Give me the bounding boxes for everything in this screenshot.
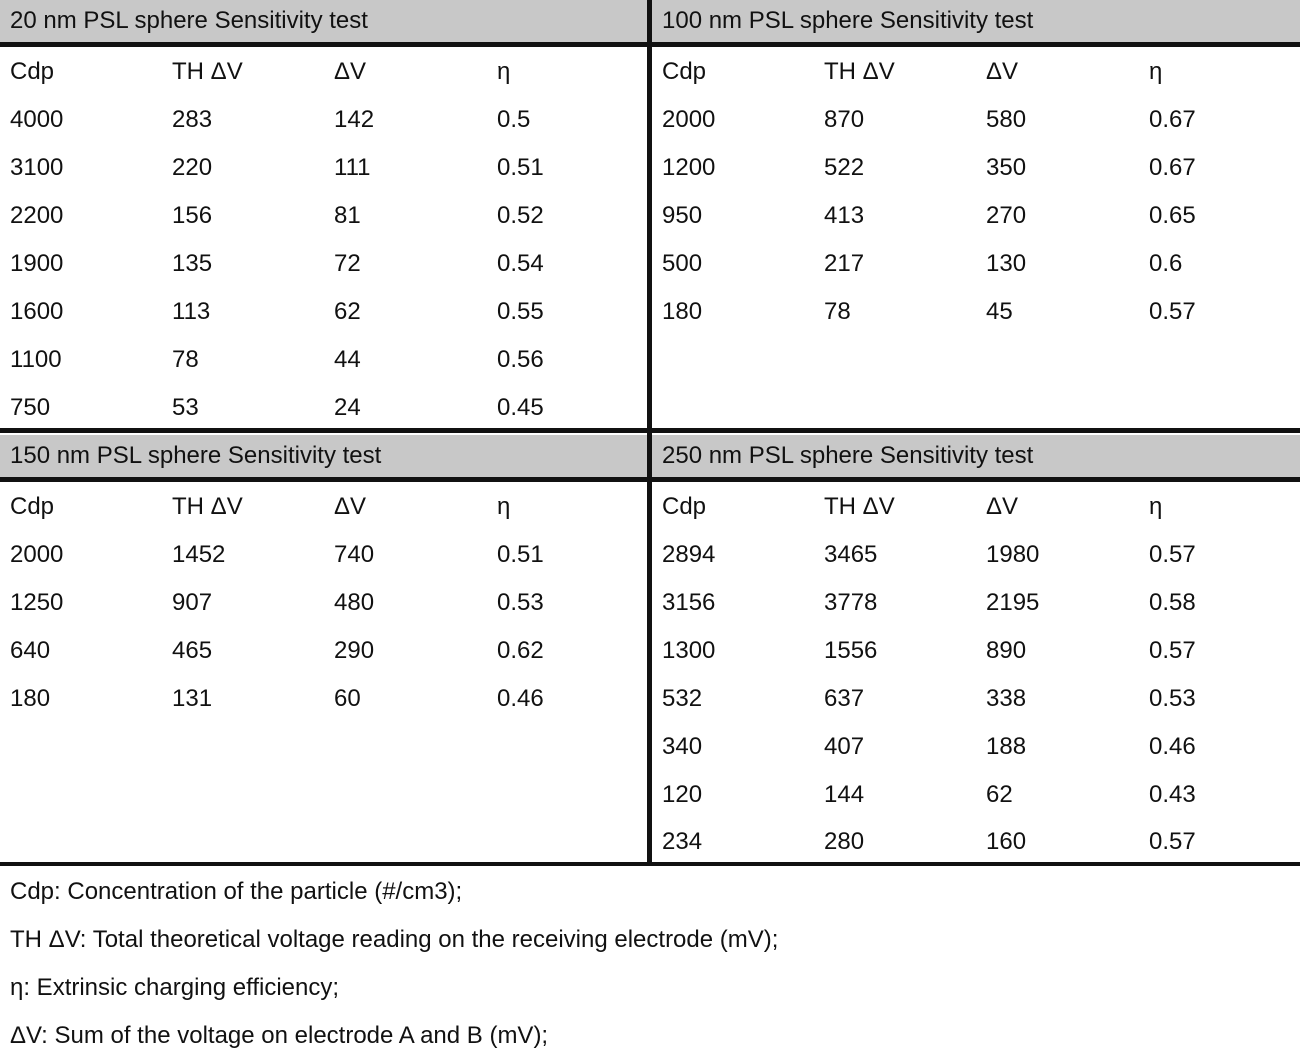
table-cell: 280 [824, 828, 865, 855]
table-cell: 81 [334, 202, 361, 229]
column-divider [647, 0, 652, 866]
table-cell: 3156 [662, 589, 716, 616]
table-cell: 217 [824, 250, 865, 277]
table-cell: 0.53 [1149, 685, 1196, 712]
table-250nm [652, 435, 1300, 865]
table-cell: 4000 [10, 106, 64, 133]
table-cell: 532 [662, 685, 703, 712]
table-cell: 350 [986, 154, 1027, 181]
table-cell: 78 [172, 346, 199, 373]
table-cell: 500 [662, 250, 703, 277]
table-cell: 78 [824, 298, 851, 325]
column-header: ΔV [334, 493, 367, 520]
table-cell: 283 [172, 106, 213, 133]
table-cell: 0.54 [497, 250, 544, 277]
table-cell: 113 [172, 298, 211, 325]
table-cell: 0.51 [497, 154, 544, 181]
column-header: ΔV [986, 58, 1019, 85]
legend-note: TH ΔV: Total theoretical voltage reading on the receiving electrode (mV); [10, 926, 779, 953]
table-cell: 0.46 [1149, 733, 1196, 760]
legend-note: ΔV: Sum of the voltage on electrode A and B (mV); [10, 1022, 549, 1049]
table-cell: 1300 [662, 637, 716, 664]
table-cell: 407 [824, 733, 865, 760]
table-cell: 0.6 [1149, 250, 1183, 277]
table-cell: 3778 [824, 589, 878, 616]
column-header: Cdp [662, 493, 707, 520]
table-cell: 580 [986, 106, 1027, 133]
table-cell: 338 [986, 685, 1027, 712]
table-cell: 1452 [172, 541, 226, 568]
table-cell: 62 [334, 298, 361, 325]
table-cell: 0.62 [497, 637, 544, 664]
table-cell: 1250 [10, 589, 64, 616]
column-header: TH ΔV [824, 58, 895, 85]
table-cell: 1100 [10, 346, 62, 373]
table-cell: 111 [334, 154, 371, 181]
table-cell: 131 [172, 685, 213, 712]
table-cell: 156 [172, 202, 213, 229]
column-header: ΔV [986, 493, 1019, 520]
table-cell: 234 [662, 828, 703, 855]
table-cell: 62 [986, 781, 1013, 808]
table-title: 250 nm PSL sphere Sensitivity test [652, 435, 1300, 477]
table-cell: 2000 [662, 106, 716, 133]
table-cell: 640 [10, 637, 51, 664]
table-cell: 1200 [662, 154, 716, 181]
table-cell: 480 [334, 589, 375, 616]
column-header: η [1149, 58, 1163, 85]
column-header: η [497, 58, 511, 85]
table-cell: 60 [334, 685, 361, 712]
table-cell: 890 [986, 637, 1027, 664]
table-cell: 53 [172, 394, 199, 421]
table-cell: 413 [824, 202, 865, 229]
table-cell: 750 [10, 394, 51, 421]
column-header: η [497, 493, 511, 520]
table-cell: 44 [334, 346, 361, 373]
table-cell: 870 [824, 106, 865, 133]
table-cell: 0.45 [497, 394, 544, 421]
table-cell: 340 [662, 733, 703, 760]
table-cell: 0.52 [497, 202, 544, 229]
table-cell: 0.57 [1149, 828, 1196, 855]
table-cell: 522 [824, 154, 865, 181]
table-cell: 72 [334, 250, 361, 277]
table-cell: 3100 [10, 154, 64, 181]
column-header: TH ΔV [172, 493, 243, 520]
table-cell: 144 [824, 781, 865, 808]
table-cell: 637 [824, 685, 865, 712]
table-title: 150 nm PSL sphere Sensitivity test [0, 435, 648, 477]
table-cell: 160 [986, 828, 1027, 855]
table-cell: 130 [986, 250, 1027, 277]
table-cell: 0.57 [1149, 637, 1196, 664]
table-cell: 142 [334, 106, 375, 133]
legend-note: Cdp: Concentration of the particle (#/cm3); [10, 878, 463, 905]
table-cell: 0.43 [1149, 781, 1196, 808]
table-cell: 2195 [986, 589, 1040, 616]
table-cell: 220 [172, 154, 213, 181]
column-header: TH ΔV [172, 58, 243, 85]
table-cell: 2000 [10, 541, 64, 568]
table-cell: 270 [986, 202, 1027, 229]
legend-note: η: Extrinsic charging efficiency; [10, 974, 340, 1001]
table-cell: 45 [986, 298, 1013, 325]
table-cell: 1900 [10, 250, 64, 277]
table-cell: 180 [662, 298, 703, 325]
table-title: 20 nm PSL sphere Sensitivity test [0, 0, 648, 42]
table-cell: 1556 [824, 637, 878, 664]
table-cell: 24 [334, 394, 361, 421]
column-header: ΔV [334, 58, 367, 85]
table-cell: 0.55 [497, 298, 544, 325]
table-cell: 0.57 [1149, 541, 1196, 568]
table-cell: 0.57 [1149, 298, 1196, 325]
table-cell: 907 [172, 589, 213, 616]
table-cell: 1980 [986, 541, 1040, 568]
table-cell: 1600 [10, 298, 64, 325]
table-cell: 290 [334, 637, 375, 664]
table-cell: 950 [662, 202, 703, 229]
table-100nm [652, 0, 1300, 430]
table-cell: 188 [986, 733, 1027, 760]
table-20nm [0, 0, 648, 430]
column-header: TH ΔV [824, 493, 895, 520]
table-cell: 465 [172, 637, 213, 664]
table-cell: 0.58 [1149, 589, 1196, 616]
table-cell: 0.5 [497, 106, 531, 133]
table-cell: 740 [334, 541, 375, 568]
table-cell: 2894 [662, 541, 716, 568]
table-cell: 0.53 [497, 589, 544, 616]
table-title: 100 nm PSL sphere Sensitivity test [652, 0, 1300, 42]
table-cell: 120 [662, 781, 703, 808]
column-header: η [1149, 493, 1163, 520]
table-cell: 0.56 [497, 346, 544, 373]
table-cell: 0.65 [1149, 202, 1196, 229]
table-cell: 0.67 [1149, 154, 1196, 181]
table-cell: 3465 [824, 541, 878, 568]
table-cell: 0.67 [1149, 106, 1196, 133]
table-150nm [0, 435, 648, 865]
column-header: Cdp [662, 58, 707, 85]
column-header: Cdp [10, 493, 55, 520]
table-cell: 180 [10, 685, 51, 712]
table-cell: 0.51 [497, 541, 544, 568]
table-cell: 0.46 [497, 685, 544, 712]
column-header: Cdp [10, 58, 55, 85]
table-cell: 135 [172, 250, 213, 277]
table-cell: 2200 [10, 202, 64, 229]
